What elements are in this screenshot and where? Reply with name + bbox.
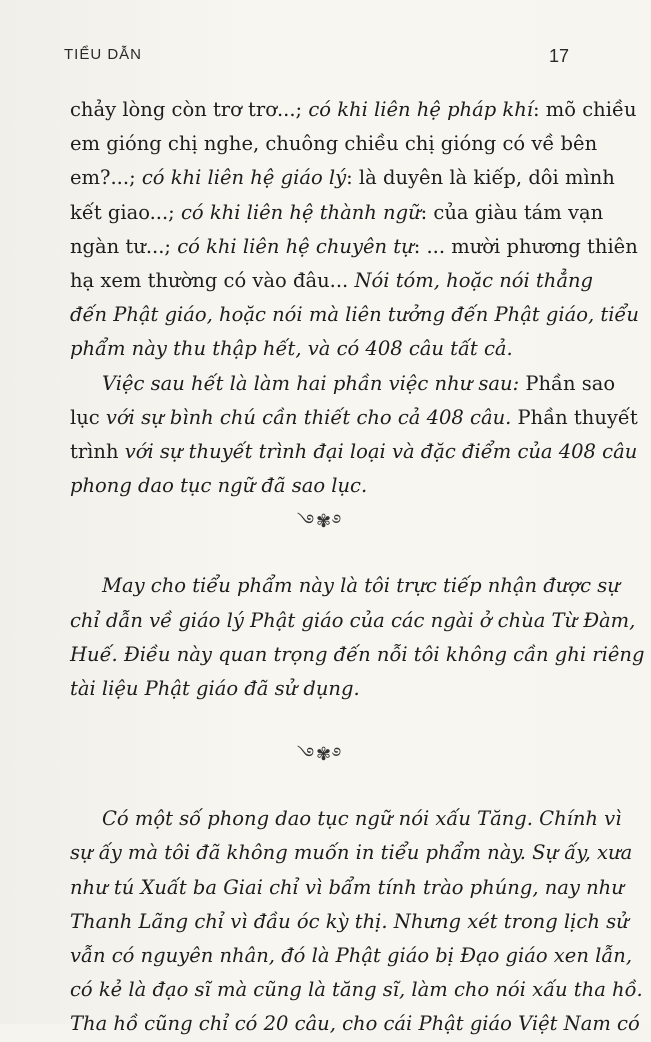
paragraph-3	[70, 569, 645, 706]
paragraph-1-line	[70, 93, 637, 127]
paragraph-1-line	[70, 230, 638, 264]
text-run: phong dao tục ngữ đã sao lục.	[70, 474, 368, 498]
text-run: em?...;	[70, 166, 142, 190]
text-run: hạ xem thường có vào đâu...	[70, 269, 355, 293]
paragraph-2-line	[70, 401, 638, 435]
paragraph-1-line	[70, 332, 570, 366]
paragraph-4-line: như tú Xuất ba Giai chỉ vì bẩm tính trào phúng, nay như	[70, 875, 624, 899]
paragraph-2-line	[70, 469, 570, 503]
text-run: đến Phật giáo, hoặc nói mà liên tưởng đến Phật giáo, tiểu	[70, 303, 639, 327]
ornament-divider-2: ࿓✾࿔	[296, 744, 344, 766]
paragraph-3-line: tài liệu Phật giáo đã sử dụng.	[70, 677, 360, 701]
paragraph-1-line	[70, 161, 615, 195]
text-run: em gióng chị nghe, chuông chiều chị gióng có về bên	[70, 132, 598, 156]
paragraph-4	[70, 802, 643, 1041]
paragraph-1-line	[70, 196, 604, 230]
paragraph-3-line: May cho tiểu phẩm này là tôi trực tiếp nhận được sự	[102, 574, 620, 598]
text-run: lục	[70, 405, 106, 429]
paragraph-3-line: chỉ dẫn về giáo lý Phật giáo của các ngài ở chùa Từ Đàm,	[70, 608, 636, 632]
paragraph-2-line	[70, 367, 616, 401]
body-text	[70, 93, 645, 1042]
text-run: với sự bình chú cần thiết cho cả 408 câu.	[105, 405, 518, 429]
text-run: trình	[70, 440, 125, 464]
text-run: : là duyên là kiếp, dôi mình	[346, 166, 615, 190]
running-header	[64, 46, 569, 66]
text-run: Phần sao	[525, 371, 616, 395]
paragraph-2-line	[70, 435, 638, 469]
paragraph-4-line: Thanh Lãng chỉ vì đầu óc kỳ thị. Nhưng xét trong lịch sử	[70, 909, 629, 933]
text-run: có khi liên hệ thành ngữ	[180, 200, 421, 224]
paragraph-1	[70, 93, 639, 367]
text-run: có khi liên hệ chuyên tự	[177, 234, 414, 258]
text-run: có khi liên hệ pháp khí	[308, 98, 534, 121]
text-run: ngàn tư...;	[70, 234, 178, 258]
chapter-title: TIỂU DẪN	[64, 46, 143, 63]
text-run: Việc sau hết là làm hai phần việc như sau:	[102, 371, 526, 395]
paragraph-4-line: có kẻ là đạo sĩ mà cũng là tăng sĩ, làm cho nói xấu tha hồ.	[70, 978, 643, 1002]
text-run: : của giàu tám vạn	[420, 200, 604, 224]
text-run: Phần thuyết	[517, 405, 638, 429]
text-run: kết giao...;	[70, 200, 181, 224]
paragraph-3-line: Huế. Điều này quan trọng đến nỗi tôi không cần ghi riêng	[70, 642, 645, 666]
text-run: chảy lòng còn trơ trơ...;	[70, 98, 309, 121]
text-run: : mõ chiều	[533, 98, 637, 121]
text-run: với sự thuyết trình đại loại và đặc điểm của 408 câu	[124, 440, 638, 464]
page-number: 17	[548, 46, 569, 66]
text-run: Nói tóm, hoặc nói thẳng	[354, 269, 593, 293]
paragraph-4-line: Có một số phong dao tục ngữ nói xấu Tăng. Chính vì	[102, 807, 622, 831]
text-run: phẩm này thu thập hết, và có 408 câu tất cả.	[70, 337, 513, 361]
text-run: : ... mười phương thiên	[413, 234, 638, 258]
paragraph-4-line: Tha hồ cũng chỉ có 20 câu, cho cái Phật giáo Việt Nam có	[70, 1012, 640, 1036]
paragraph-1-line	[70, 127, 598, 161]
paragraph-2	[70, 367, 638, 504]
paragraph-4-line: vẫn có nguyên nhân, đó là Phật giáo bị Đạo giáo xen lẫn,	[70, 944, 633, 968]
paragraph-1-line	[70, 298, 639, 332]
ornament-divider-1: ࿓✾࿔	[296, 511, 344, 533]
text-run: có khi liên hệ giáo lý	[141, 166, 347, 190]
paragraph-1-line	[70, 264, 593, 298]
paragraph-4-line: sự ấy mà tôi đã không muốn in tiểu phẩm này. Sự ấy, xưa	[70, 841, 633, 865]
